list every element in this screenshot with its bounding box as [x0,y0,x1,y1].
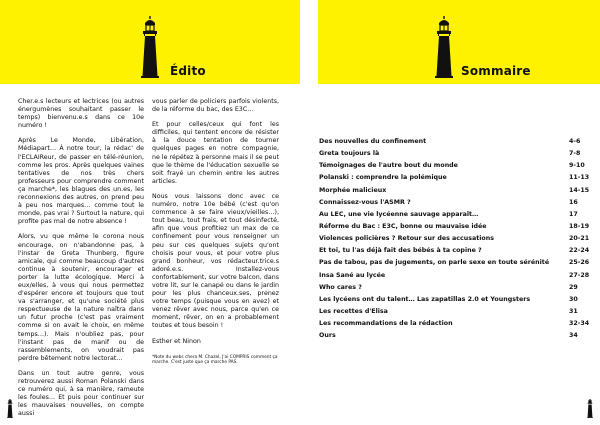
toc-item-title: Au LEC, une vie lycéenne sauvage apparaît… [319,210,479,218]
toc-item-pages: 18-19 [569,222,590,230]
toc-item[interactable] [319,197,587,209]
toc-item-title: Greta toujours là [319,150,380,158]
toc-item-title: Violences policières ? Retour sur des accusations [319,235,494,243]
edito-paragraph: Cher.e.s lecteurs et lectrices (ou autres énergumènes souhaitant passer le temps) bienvenu.e.s dans ce 10e numéro ! [18,98,144,130]
toc-item-title: Des nouvelles du confinement [319,138,427,145]
edito-signature: Esther et Ninon [152,337,201,345]
lighthouse-icon [140,16,160,78]
toc-item-title: Who cares ? [319,283,362,291]
toc-item-title: Polanski : comprendre la polémique [319,174,447,182]
page-title: Sommaire [461,64,531,78]
edito-paragraph: Dans un tout autre genre, vous retrouverez aussi Roman Polanski dans ce numéro qui, à sa manière, rameute les foules… Et puis pour continuer sur les mauvaises nouvelles, on compte aussi [18,369,144,418]
toc-item[interactable] [319,270,590,282]
edito-paragraph: Alors, vu que même le corona nous encourage, on n'abandonne pas, à l'instar de Greta Thunberg, figure amicale, qui comme beaucoup d'autres continue à soutenir, encourager et porter la lutte écologique. Merci à eux/elles, à vous qui nous permettez d'espérer encore et toujours que tout va s'arranger, et qu'une société plus respectueuse de la nature naîtra dans un futur proche (c'est pas vraiment comme si on avait le choix, en même temps…). Mais n'oubliez pas, pour l'instant pas de manif ou de rassemblements, on voudrait pas perdre bêtement notre lectorat… [18,233,144,362]
toc-item[interactable] [319,306,587,318]
toc-item-title: Morphée malicieux [319,186,387,194]
toc-item[interactable] [319,257,590,269]
edito-column-left [18,98,144,425]
edito-paragraph: Après Le Monde, Libération, Médiapart… À notre tour, la rédac' de l'ECLAIReur, de passer en télé-réunion, comme les pros. Après quelques vaines tentatives de nos très chers professeurs pour comprendre comment ça marche*, les blagues des un.es, les reconnexions des autres, on prend peu à peu nos marques… comme tout le monde, pas vrai ? Surtout la nature, qui profite pas mal de notre absence ! [18,137,144,226]
toc-item-pages: 32-34 [569,320,590,328]
edito-paragraph: vous parler de policiers parfois violents, de la réforme du bac, des E3C… [152,98,279,114]
toc-item[interactable] [319,245,590,257]
edito-footnote: *Note du webs chera M. Chazel, J'ai COMPRIS comment ça marche. C'est juste que ça marche PAS. [152,354,278,365]
toc-item-pages: 34 [569,332,578,340]
toc-item-pages: 22-24 [569,247,590,255]
edito-paragraph: Nous vous laissons donc avec ce numéro, notre 10e bébé (c'est qu'on commence à se faire vieux/vieilles…), tout beau, tout frais, et tout désinfecté, afin que vous profitiez un max de ce confinement pour vous renseigner un peu sur ces quelques sujets qu'ont choisis pour vous, et pour votre plus grand bonheur, vos rédacteur.trice.s adoré.e.s. Installez-vous confortablement, sur votre balcon, dans votre lit, sur le canapé ou dans le jardin pour les plus chanceux.ses, prenez votre temps (puisque vous en avez) et venez rêver avec nous, parce qu'en ce moment, rêver, on en a probablement toutes et tous besoin ! [152,192,279,330]
toc-item-title: Les recommandations de la rédaction [319,320,453,328]
toc-item-title: Les lycéens ont du talent… Las zapatillas 2.0 et Youngsters [319,295,531,303]
toc-item[interactable] [319,233,590,245]
toc-item[interactable] [319,282,587,294]
toc-item-pages: 11-13 [569,174,590,182]
edito-page [0,0,300,424]
toc-item-pages: 9-10 [569,162,585,170]
toc-item-title: Ours [319,332,336,340]
toc-item-title: Insa Sané au lycée [319,271,386,279]
lighthouse-small-icon [6,398,14,418]
toc-item[interactable] [319,330,587,342]
toc-item[interactable] [319,172,590,184]
toc-item[interactable] [319,209,587,221]
toc-item[interactable] [319,294,587,306]
toc-item-pages: 17 [569,210,578,218]
toc-item-pages: 31 [569,307,578,315]
toc-item-pages: 29 [569,283,578,291]
page-title: Édito [170,64,206,78]
toc-item-title: Connaissez-vous l'ASMR ? [319,198,411,206]
edito-column-right [152,98,279,365]
toc-item-pages: 4-6 [569,138,581,145]
lighthouse-small-icon [586,398,594,418]
toc-item[interactable] [319,136,587,148]
toc-item-title: Et toi, tu l'as déjà fait des bébés à ta copine ? [319,247,482,255]
toc-item[interactable] [319,221,590,233]
toc-item[interactable] [319,148,587,160]
toc-item-pages: 7-8 [569,150,581,158]
toc-item-title: Réforme du Bac : E3C, bonne ou mauvaise idée [319,222,487,230]
lighthouse-icon [434,16,454,78]
table-of-contents [319,136,590,342]
toc-item-pages: 14-15 [569,186,590,194]
sommaire-page [300,0,600,424]
toc-item-pages: 25-26 [569,259,590,267]
edito-paragraph: Et pour celles/ceux qui font les difficiles, qui tentent encore de résister à la douce tentation de tourner quelques pages en notre compagnie, ne le répétez à personne mais il se peut que le thème de l'éducation sexuelle se soit frayé un chemin entre les autres articles. [152,121,279,185]
toc-item[interactable] [319,185,590,197]
toc-item-title: Pas de tabou, pas de jugements, on parle sexe en toute sérénité [319,259,550,267]
toc-item-pages: 20-21 [569,235,590,243]
sommaire-banner [318,0,600,84]
toc-item-pages: 16 [569,198,578,206]
toc-item-title: Témoignages de l'autre bout du monde [319,162,458,170]
toc-item-pages: 30 [569,295,578,303]
toc-item[interactable] [319,160,587,172]
toc-item[interactable] [319,318,590,330]
toc-item-pages: 27-28 [569,271,590,279]
toc-item-title: Les recettes d'Elisa [319,307,388,315]
